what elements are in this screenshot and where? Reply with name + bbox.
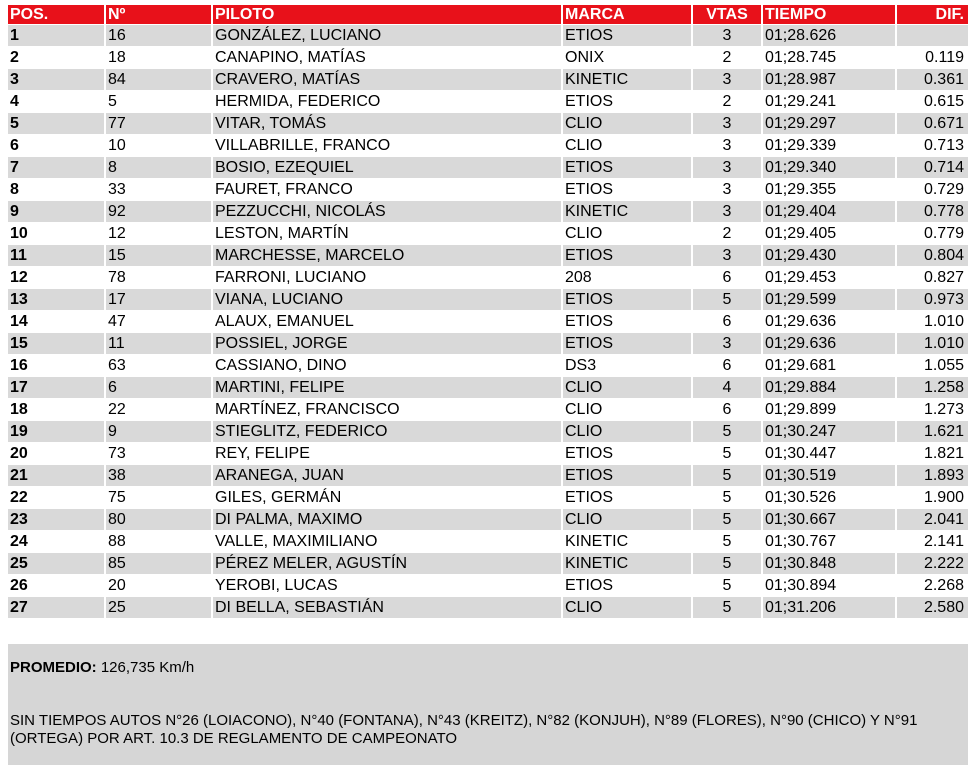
row-dif: 2.141 <box>896 531 968 553</box>
average-value: 126,735 Km/h <box>100 659 195 676</box>
row-num: 10 <box>105 135 212 157</box>
row-pos: 9 <box>8 201 105 223</box>
table-row <box>8 47 968 69</box>
row-dif: 0.827 <box>896 267 968 289</box>
row-tiempo: 01;30.526 <box>762 487 896 509</box>
table-row <box>8 531 968 553</box>
row-tiempo: 01;30.848 <box>762 553 896 575</box>
row-dif: 2.222 <box>896 553 968 575</box>
row-marca: ETIOS <box>562 443 692 465</box>
row-marca: CLIO <box>562 113 692 135</box>
row-num: 12 <box>105 223 212 245</box>
row-piloto: VITAR, TOMÁS <box>212 113 562 135</box>
row-piloto: VIANA, LUCIANO <box>212 289 562 311</box>
row-pos: 5 <box>8 113 105 135</box>
row-vtas: 3 <box>692 157 762 179</box>
row-marca: ETIOS <box>562 179 692 201</box>
row-pos: 1 <box>8 25 105 47</box>
row-vtas: 6 <box>692 355 762 377</box>
header-vtas: VTAS <box>692 5 762 25</box>
row-marca: KINETIC <box>562 531 692 553</box>
row-pos: 19 <box>8 421 105 443</box>
row-marca: ETIOS <box>562 333 692 355</box>
row-marca: 208 <box>562 267 692 289</box>
row-pos: 10 <box>10 225 28 242</box>
row-vtas: 3 <box>692 25 762 47</box>
row-marca: DS3 <box>562 355 692 377</box>
row-vtas: 3 <box>692 201 762 223</box>
row-marca: ETIOS <box>562 25 692 47</box>
row-pos: 20 <box>10 445 28 462</box>
table-row <box>8 421 968 443</box>
row-piloto: HERMIDA, FEDERICO <box>212 91 562 113</box>
row-vtas: 5 <box>692 553 762 575</box>
row-dif: 0.973 <box>896 289 968 311</box>
row-marca: KINETIC <box>562 553 692 575</box>
row-dif <box>896 25 968 47</box>
row-tiempo: 01;29.241 <box>762 91 896 113</box>
row-dif: 0.714 <box>896 157 968 179</box>
row-pos: 3 <box>8 69 105 91</box>
row-vtas: 3 <box>692 179 762 201</box>
row-num: 85 <box>105 553 212 575</box>
row-marca: CLIO <box>562 509 692 531</box>
table-header-row <box>8 5 968 25</box>
row-vtas: 5 <box>692 421 762 443</box>
row-vtas: 3 <box>692 113 762 135</box>
table-row <box>8 575 968 597</box>
row-num: 5 <box>105 91 212 113</box>
row-piloto: POSSIEL, JORGE <box>212 333 562 355</box>
row-marca: ETIOS <box>562 289 692 311</box>
row-num: 20 <box>105 575 212 597</box>
header-pos: POS. <box>8 5 105 25</box>
results-body <box>8 25 968 619</box>
row-dif: 2.041 <box>896 509 968 531</box>
row-piloto: GONZÁLEZ, LUCIANO <box>212 25 562 47</box>
row-piloto: YEROBI, LUCAS <box>212 575 562 597</box>
row-num: 78 <box>105 267 212 289</box>
row-dif: 1.273 <box>896 399 968 421</box>
row-dif: 1.821 <box>896 443 968 465</box>
row-pos: 26 <box>10 577 28 594</box>
row-vtas: 2 <box>692 47 762 69</box>
row-tiempo: 01;30.767 <box>762 531 896 553</box>
row-piloto: BOSIO, EZEQUIEL <box>212 157 562 179</box>
row-vtas: 2 <box>692 91 762 113</box>
row-num: 25 <box>105 597 212 619</box>
row-piloto: GILES, GERMÁN <box>212 487 562 509</box>
row-piloto: PEZZUCCHI, NICOLÁS <box>212 201 562 223</box>
row-num: 8 <box>105 157 212 179</box>
row-tiempo: 01;29.340 <box>762 157 896 179</box>
row-dif: 0.119 <box>896 47 968 69</box>
table-row <box>8 289 968 311</box>
row-marca: ETIOS <box>562 465 692 487</box>
row-vtas: 6 <box>692 399 762 421</box>
row-vtas: 3 <box>692 69 762 91</box>
row-vtas: 6 <box>692 311 762 333</box>
row-tiempo: 01;29.430 <box>762 245 896 267</box>
row-dif: 1.055 <box>896 355 968 377</box>
row-dif: 2.268 <box>896 575 968 597</box>
row-piloto: DI BELLA, SEBASTIÁN <box>212 597 562 619</box>
row-vtas: 2 <box>692 223 762 245</box>
row-num: 92 <box>105 201 212 223</box>
row-marca: CLIO <box>562 597 692 619</box>
row-tiempo: 01;31.206 <box>762 597 896 619</box>
results-table <box>8 5 968 619</box>
row-tiempo: 01;28.626 <box>762 25 896 47</box>
row-dif: 1.893 <box>896 465 968 487</box>
row-piloto: FARRONI, LUCIANO <box>212 267 562 289</box>
row-marca: ETIOS <box>562 245 692 267</box>
row-marca: CLIO <box>562 421 692 443</box>
header-dif: DIF. <box>896 5 968 25</box>
row-piloto: REY, FELIPE <box>212 443 562 465</box>
row-piloto: ARANEGA, JUAN <box>212 465 562 487</box>
row-pos: 22 <box>10 489 28 506</box>
row-tiempo: 01;29.297 <box>762 113 896 135</box>
table-row <box>8 443 968 465</box>
row-marca: CLIO <box>562 399 692 421</box>
row-pos: 27 <box>8 597 105 619</box>
row-tiempo: 01;29.453 <box>762 267 896 289</box>
row-dif: 1.010 <box>896 311 968 333</box>
row-num: 80 <box>105 509 212 531</box>
row-tiempo: 01;29.636 <box>762 333 896 355</box>
row-vtas: 3 <box>692 135 762 157</box>
row-marca: ETIOS <box>562 575 692 597</box>
row-pos: 18 <box>10 401 28 418</box>
row-dif: 1.621 <box>896 421 968 443</box>
table-row <box>8 91 968 113</box>
row-num: 38 <box>105 465 212 487</box>
row-pos: 12 <box>10 269 28 286</box>
row-vtas: 5 <box>692 289 762 311</box>
row-vtas: 3 <box>692 245 762 267</box>
row-marca: KINETIC <box>562 201 692 223</box>
row-num: 33 <box>105 179 212 201</box>
footer-note: SIN TIEMPOS AUTOS N°26 (LOIACONO), N°40 (FONTANA), N°43 (KREITZ), N°82 (KONJUH), N°89 (FLORES), N°90 (CHICO) Y N°91 (ORTEGA) POR ART. 10.3 DE REGLAMENTO DE CAMPEONATO <box>10 712 918 747</box>
average-label: PROMEDIO: <box>10 659 97 676</box>
row-pos: 7 <box>8 157 105 179</box>
row-vtas: 5 <box>692 465 762 487</box>
row-tiempo: 01;29.599 <box>762 289 896 311</box>
row-tiempo: 01;29.355 <box>762 179 896 201</box>
table-row <box>8 25 968 47</box>
row-piloto: LESTON, MARTÍN <box>212 223 562 245</box>
table-row <box>8 597 968 619</box>
row-vtas: 5 <box>692 531 762 553</box>
row-dif: 0.804 <box>896 245 968 267</box>
row-marca: ETIOS <box>562 487 692 509</box>
row-pos: 4 <box>10 93 19 110</box>
row-marca: CLIO <box>562 377 692 399</box>
row-pos: 17 <box>8 377 105 399</box>
row-vtas: 6 <box>692 267 762 289</box>
row-num: 6 <box>105 377 212 399</box>
row-piloto: CRAVERO, MATÍAS <box>212 69 562 91</box>
row-tiempo: 01;28.987 <box>762 69 896 91</box>
table-row <box>8 201 968 223</box>
row-dif: 0.779 <box>896 223 968 245</box>
row-pos: 8 <box>10 181 19 198</box>
table-row <box>8 113 968 135</box>
row-piloto: ALAUX, EMANUEL <box>212 311 562 333</box>
row-pos: 14 <box>10 313 28 330</box>
row-dif: 0.729 <box>896 179 968 201</box>
row-pos: 25 <box>8 553 105 575</box>
row-tiempo: 01;30.519 <box>762 465 896 487</box>
row-num: 77 <box>105 113 212 135</box>
table-row <box>8 267 968 289</box>
row-vtas: 5 <box>692 575 762 597</box>
row-dif: 0.713 <box>896 135 968 157</box>
row-pos: 6 <box>10 137 19 154</box>
header-num: Nº <box>105 5 212 25</box>
table-row <box>8 465 968 487</box>
table-row <box>8 487 968 509</box>
row-pos: 13 <box>8 289 105 311</box>
row-dif: 0.671 <box>896 113 968 135</box>
row-piloto: MARTINI, FELIPE <box>212 377 562 399</box>
row-num: 47 <box>105 311 212 333</box>
row-tiempo: 01;29.405 <box>762 223 896 245</box>
row-tiempo: 01;29.636 <box>762 311 896 333</box>
row-num: 15 <box>105 245 212 267</box>
header-piloto: PILOTO <box>212 5 562 25</box>
header-marca: MARCA <box>562 5 692 25</box>
row-tiempo: 01;30.667 <box>762 509 896 531</box>
footer-panel <box>8 644 968 765</box>
table-row <box>8 157 968 179</box>
row-vtas: 5 <box>692 443 762 465</box>
row-tiempo: 01;29.681 <box>762 355 896 377</box>
row-vtas: 5 <box>692 509 762 531</box>
row-tiempo: 01;30.247 <box>762 421 896 443</box>
row-num: 18 <box>105 47 212 69</box>
table-row <box>8 509 968 531</box>
row-dif: 1.010 <box>896 333 968 355</box>
row-piloto: CASSIANO, DINO <box>212 355 562 377</box>
row-piloto: DI PALMA, MAXIMO <box>212 509 562 531</box>
row-dif: 0.615 <box>896 91 968 113</box>
table-row <box>8 355 968 377</box>
row-num: 73 <box>105 443 212 465</box>
row-piloto: CANAPINO, MATÍAS <box>212 47 562 69</box>
row-marca: ONIX <box>562 47 692 69</box>
row-num: 63 <box>105 355 212 377</box>
table-row <box>8 245 968 267</box>
row-num: 88 <box>105 531 212 553</box>
row-piloto: PÉREZ MELER, AGUSTÍN <box>212 553 562 575</box>
row-dif: 1.258 <box>896 377 968 399</box>
table-row <box>8 311 968 333</box>
row-pos: 2 <box>10 49 19 66</box>
table-row <box>8 553 968 575</box>
row-dif: 0.361 <box>896 69 968 91</box>
row-num: 16 <box>105 25 212 47</box>
table-row <box>8 333 968 355</box>
table-row <box>8 399 968 421</box>
row-marca: ETIOS <box>562 311 692 333</box>
row-pos: 11 <box>8 245 105 267</box>
row-tiempo: 01;30.894 <box>762 575 896 597</box>
row-num: 17 <box>105 289 212 311</box>
row-piloto: MARTÍNEZ, FRANCISCO <box>212 399 562 421</box>
row-piloto: FAURET, FRANCO <box>212 179 562 201</box>
row-marca: ETIOS <box>562 91 692 113</box>
row-marca: CLIO <box>562 223 692 245</box>
row-piloto: VALLE, MAXIMILIANO <box>212 531 562 553</box>
row-vtas: 4 <box>692 377 762 399</box>
table-row <box>8 179 968 201</box>
row-pos: 24 <box>10 533 28 550</box>
row-tiempo: 01;29.339 <box>762 135 896 157</box>
row-tiempo: 01;30.447 <box>762 443 896 465</box>
row-marca: CLIO <box>562 135 692 157</box>
row-vtas: 5 <box>692 487 762 509</box>
header-tiempo: TIEMPO <box>762 5 896 25</box>
row-pos: 23 <box>8 509 105 531</box>
row-marca: KINETIC <box>562 69 692 91</box>
row-piloto: VILLABRILLE, FRANCO <box>212 135 562 157</box>
table-row <box>8 377 968 399</box>
table-row <box>8 223 968 245</box>
row-tiempo: 01;29.899 <box>762 399 896 421</box>
row-dif: 1.900 <box>896 487 968 509</box>
row-num: 75 <box>105 487 212 509</box>
row-dif: 0.778 <box>896 201 968 223</box>
row-piloto: STIEGLITZ, FEDERICO <box>212 421 562 443</box>
row-pos: 21 <box>8 465 105 487</box>
results-sheet <box>8 5 968 619</box>
row-marca: ETIOS <box>562 157 692 179</box>
row-pos: 16 <box>10 357 28 374</box>
row-tiempo: 01;28.745 <box>762 47 896 69</box>
table-row <box>8 135 968 157</box>
row-tiempo: 01;29.404 <box>762 201 896 223</box>
row-num: 11 <box>105 333 212 355</box>
row-vtas: 5 <box>692 597 762 619</box>
row-pos: 15 <box>8 333 105 355</box>
row-piloto: MARCHESSE, MARCELO <box>212 245 562 267</box>
table-row <box>8 69 968 91</box>
row-dif: 2.580 <box>896 597 968 619</box>
row-tiempo: 01;29.884 <box>762 377 896 399</box>
row-vtas: 3 <box>692 333 762 355</box>
row-num: 22 <box>105 399 212 421</box>
row-num: 84 <box>105 69 212 91</box>
row-num: 9 <box>105 421 212 443</box>
average-speed <box>10 659 194 676</box>
